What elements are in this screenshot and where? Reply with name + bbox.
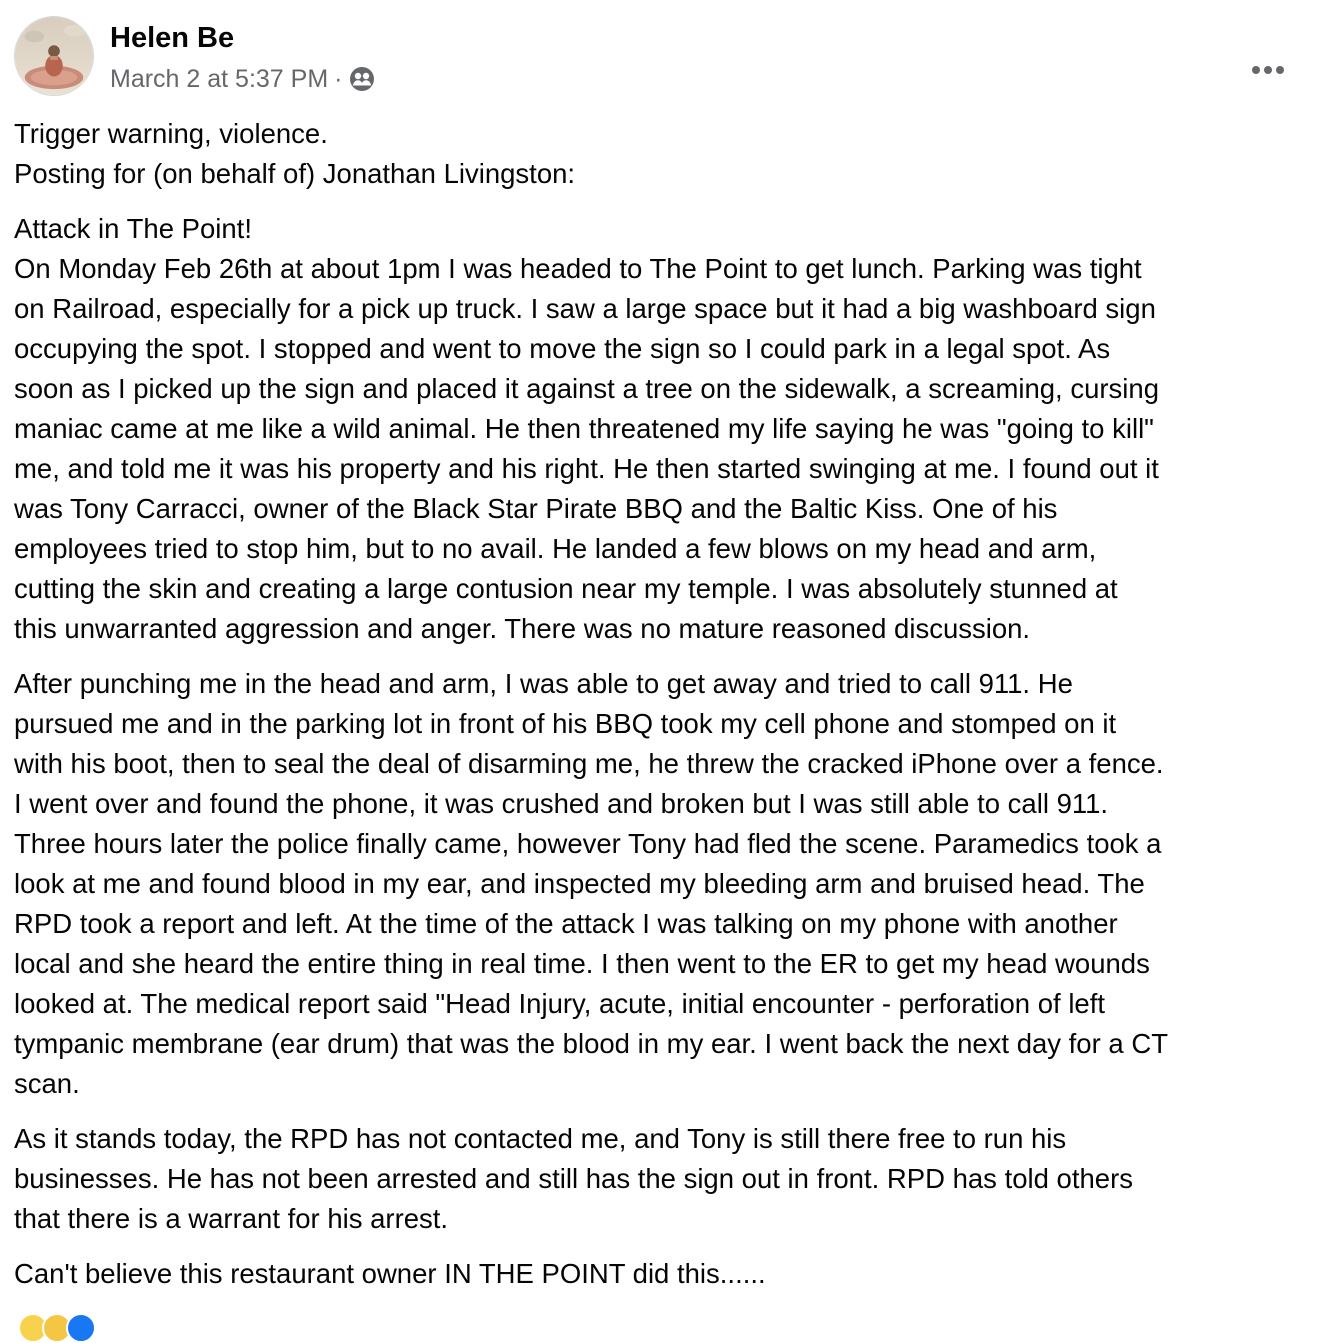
post-text-line: soon as I picked up the sign and placed it against a tree on the sidewalk, a screaming, cursing [14,373,1159,404]
post-paragraph [14,1119,1314,1239]
post-text-line: pursued me and in the parking lot in front of his BBQ took my cell phone and stomped on it [14,708,1117,739]
post-text-line: occupying the spot. I stopped and went to move the sign so I could park in a legal spot. As [14,333,1111,364]
post-text-line: businesses. He has not been arrested and still has the sign out in front. RPD has told others [14,1163,1133,1194]
post-text-line: looked at. The medical report said "Head Injury, acute, initial encounter - perforation of left [14,988,1106,1019]
post-text-line: scan. [14,1068,80,1099]
post-text-line: Can't believe this restaurant owner IN THE POINT did this...... [14,1258,766,1289]
post-text-line: RPD took a report and left. At the time of the attack I was talking on my phone with another [14,908,1118,939]
post-text-line: local and she heard the entire thing in real time. I then went to the ER to get my head wounds [14,948,1150,979]
post-text-line: on Railroad, especially for a pick up truck. I saw a large space but it had a big washboard sign [14,293,1156,324]
post-text-line: After punching me in the head and arm, I was able to get away and tried to call 911. He [14,668,1073,699]
post-text-line: that there is a warrant for his arrest. [14,1203,449,1234]
post-meta [110,62,375,96]
post-text-line: Three hours later the police finally came, however Tony had fled the scene. Paramedics took a [14,828,1162,859]
post-text-line: Trigger warning, violence. [14,118,328,149]
post-text-line: tympanic membrane (ear drum) that was the blood in my ear. I went back the next day for a CT [14,1028,1168,1059]
post-text-line: was Tony Carracci, owner of the Black Star Pirate BBQ and the Baltic Kiss. One of his [14,493,1058,524]
post-text-line: cutting the skin and creating a large contusion near my temple. I was absolutely stunned at [14,573,1118,604]
meta-separator: · [334,64,343,93]
post-text-line: On Monday Feb 26th at about 1pm I was headed to The Point to get lunch. Parking was tight [14,253,1142,284]
post-timestamp[interactable]: March 2 at 5:37 PM [110,64,329,93]
post-paragraph [14,114,1314,194]
more-options-button[interactable] [1246,48,1290,92]
post-text-line: me, and told me it was his property and his right. He then started swinging at me. I found out it [14,453,1159,484]
reaction-summary[interactable] [18,1313,90,1343]
like-reaction-icon [66,1313,96,1343]
post-text [14,114,1314,1309]
post-text-line: I went over and found the phone, it was crushed and broken but I was still able to call 911. [14,788,1109,819]
author-name[interactable]: Helen Be [110,22,235,54]
post-paragraph [14,664,1314,1104]
post-text-line: this unwarranted aggression and anger. There was no mature reasoned discussion. [14,613,1031,644]
post-text-line: As it stands today, the RPD has not contacted me, and Tony is still there free to run his [14,1123,1067,1154]
post-header [14,16,1314,100]
post-text-line: look at me and found blood in my ear, and inspected my bleeding arm and bruised head. The [14,868,1145,899]
post-paragraph [14,209,1314,649]
friends-audience-icon[interactable] [349,66,375,92]
post-paragraph [14,1254,1314,1294]
profile-photo-icon [15,17,93,95]
post-text-line: maniac came at me like a wild animal. He then threatened my life saying he was "going to kill" [14,413,1154,444]
more-options-icon [1251,65,1285,75]
post-text-line: Attack in The Point! [14,213,252,244]
author-avatar[interactable] [14,16,94,96]
post-text-line: with his boot, then to seal the deal of disarming me, he threw the cracked iPhone over a fence. [14,748,1164,779]
post-text-line: Posting for (on behalf of) Jonathan Livingston: [14,158,576,189]
post-text-line: employees tried to stop him, but to no avail. He landed a few blows on my head and arm, [14,533,1097,564]
